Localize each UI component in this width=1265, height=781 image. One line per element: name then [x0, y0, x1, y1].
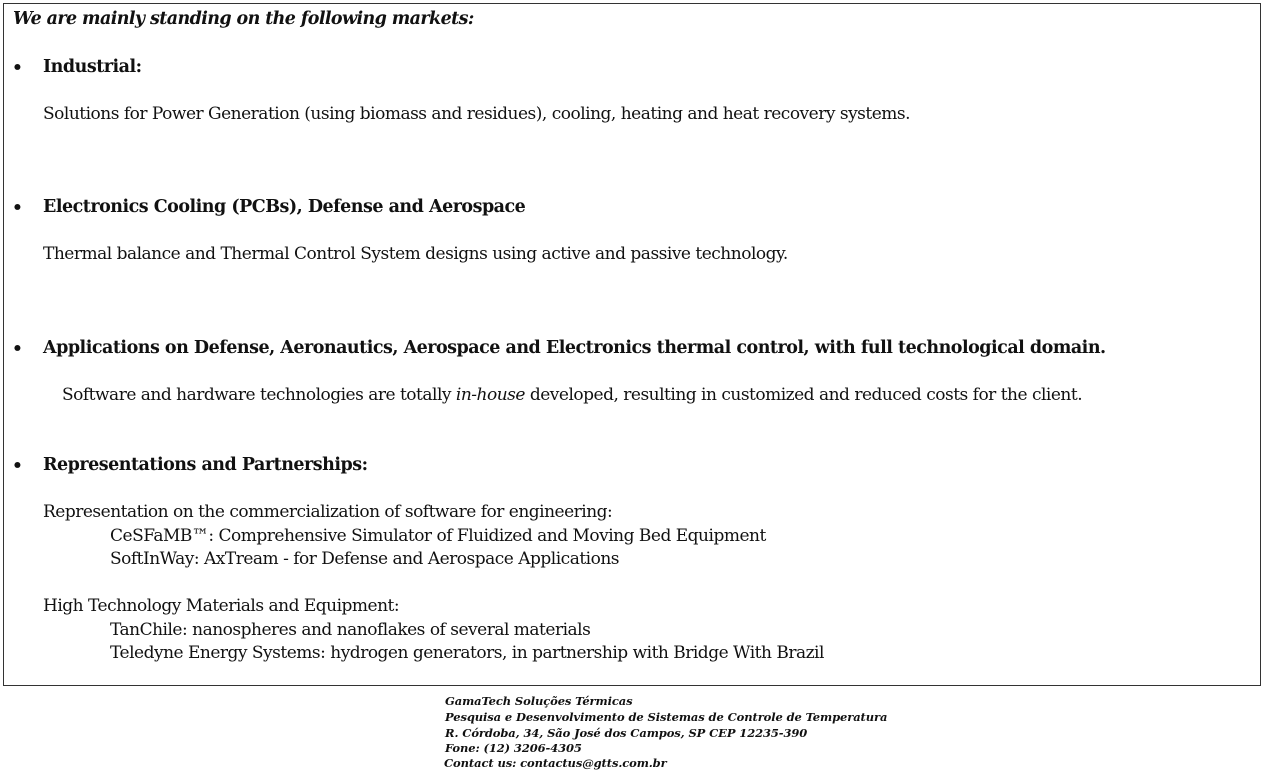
bullet-icon: • — [12, 456, 23, 476]
description-suffix: developed, resulting in customized and reduced costs for the client. — [524, 385, 1083, 405]
footer-address: R. Córdoba, 34, São José dos Campos, SP CEP 12235-390 — [445, 726, 808, 740]
footer-phone: Fone: (12) 3206-4305 — [445, 741, 582, 755]
section-title-electronics-cooling: Electronics Cooling (PCBs), Defense and Aerospace — [43, 197, 526, 217]
bullet-icon: • — [12, 339, 23, 359]
list-item: TanChile: nanospheres and nanoflakes of several materials — [110, 620, 591, 640]
section-description-applications — [62, 385, 1082, 405]
section-title-representations: Representations and Partnerships: — [43, 455, 368, 475]
section-title-industrial: Industrial: — [43, 57, 142, 77]
list-item: CeSFaMB™: Comprehensive Simulator of Fluidized and Moving Bed Equipment — [110, 526, 766, 546]
description-prefix: Software and hardware technologies are totally — [62, 385, 456, 405]
footer-contact[interactable]: Contact us: contactus@gtts.com.br — [444, 756, 667, 770]
group-label-software: Representation on the commercialization of software for engineering: — [43, 502, 613, 522]
group-label-materials: High Technology Materials and Equipment: — [43, 596, 400, 616]
page-heading: We are mainly standing on the following markets: — [13, 9, 474, 29]
bullet-icon: • — [12, 198, 23, 218]
footer-company: GamaTech Soluções Térmicas — [445, 694, 633, 708]
list-item: Teledyne Energy Systems: hydrogen generators, in partnership with Bridge With Brazil — [110, 643, 824, 663]
list-item: SoftInWay: AxTream - for Defense and Aerospace Applications — [110, 549, 620, 569]
footer-tagline: Pesquisa e Desenvolvimento de Sistemas de Controle de Temperatura — [445, 710, 888, 724]
bullet-icon: • — [12, 58, 23, 78]
in-house-emphasis: in-house — [455, 385, 525, 405]
section-description-electronics-cooling: Thermal balance and Thermal Control System designs using active and passive technology. — [43, 244, 788, 264]
section-title-applications: Applications on Defense, Aeronautics, Aerospace and Electronics thermal control, with full technological domain. — [43, 338, 1106, 358]
section-description-industrial: Solutions for Power Generation (using biomass and residues), cooling, heating and heat recovery systems. — [43, 104, 911, 124]
